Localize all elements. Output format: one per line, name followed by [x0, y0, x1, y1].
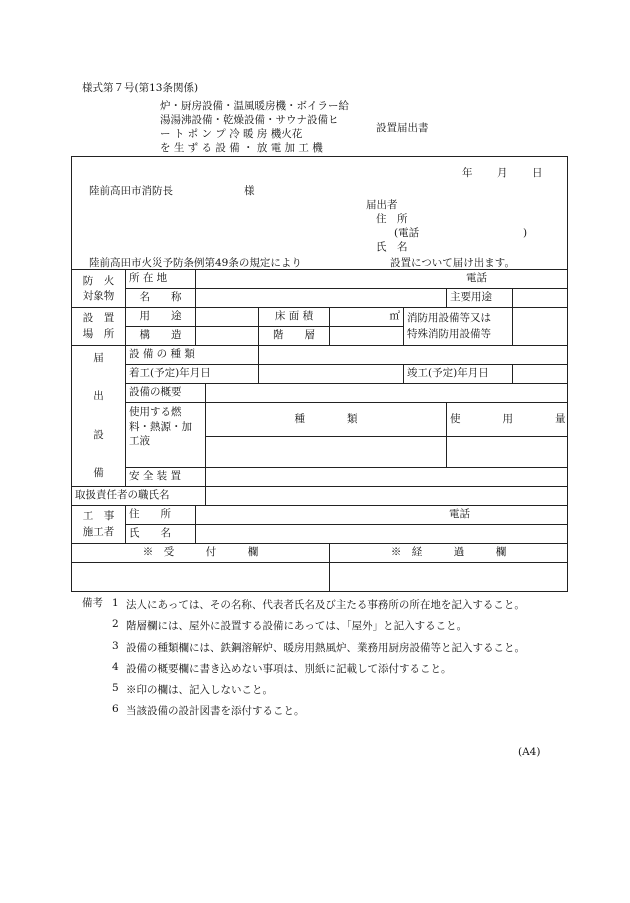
equipment-type-label: 設 備 の 種 類 — [126, 346, 259, 365]
progress-column-header: ※ 経 過 欄 — [330, 544, 568, 563]
name-field[interactable] — [196, 289, 447, 308]
title-line-4: を 生 ず る 設 備 ・ 放 電 加 工 機 — [160, 142, 323, 154]
title-line-1: 炉・厨房設備・温風暖房機・ボイラー給 — [160, 100, 349, 112]
contractor-name-field[interactable] — [196, 525, 568, 544]
form-title-suffix: 設置届出書 — [376, 122, 429, 134]
contractor-address-label: 住 所 — [126, 506, 196, 525]
header-block — [72, 157, 568, 270]
fire-equipment-label: 消防用設備等又は 特殊消防用設備等 — [404, 308, 513, 346]
equipment-type-field[interactable] — [259, 346, 568, 365]
main-use-label: 主要用途 — [447, 289, 513, 308]
manager-label: 取扱責任者の職氏名 — [72, 487, 206, 506]
structure-label: 構 造 — [126, 327, 196, 346]
date-year: 年 — [462, 167, 473, 179]
use-field[interactable] — [196, 308, 259, 327]
use-label: 用 途 — [126, 308, 196, 327]
applicant-label: 届出者 — [366, 199, 398, 211]
regulation-text: 陸前高田市火災予防条例第49条の規定により — [89, 257, 302, 269]
location-label: 所 在 地 — [126, 270, 196, 289]
equipment-overview-field[interactable] — [206, 384, 568, 403]
applicant-phone-close: ) — [523, 227, 528, 239]
reported-equipment-label: 届 出 設 備 — [72, 346, 126, 487]
fuel-label: 使用する燃 料・熱源・加 工液 — [126, 403, 206, 468]
name-label: 名 称 — [126, 289, 196, 308]
note-item: 4 設備の概要欄に書き込めない事項は、別紙に記載して添付すること。 — [112, 660, 452, 675]
main-use-field[interactable] — [513, 289, 568, 308]
install-location-label: 設 置 場 所 — [72, 308, 126, 346]
contractor-address-field[interactable] — [196, 506, 568, 525]
finish-date-label: 竣工(予定)年月日 — [404, 365, 513, 384]
floors-field[interactable] — [330, 327, 404, 346]
date-day: 日 — [532, 167, 543, 179]
note-item: 5 ※印の欄は、記入しないこと。 — [112, 682, 273, 697]
applicant-address-label: 住 所 — [376, 213, 408, 225]
structure-field[interactable] — [196, 327, 259, 346]
date-month: 月 — [497, 167, 508, 179]
kind-header: 種 類 — [206, 403, 447, 437]
application-form-table — [71, 156, 568, 592]
progress-field — [330, 563, 568, 592]
floor-area-label: 床 面 積 — [259, 308, 330, 327]
paper-size: (A4) — [518, 746, 541, 758]
square-meter-unit: ㎡ — [389, 310, 400, 323]
location-field[interactable] — [196, 270, 568, 289]
notes-label: 備考 — [82, 597, 103, 609]
form-number: 様式第７号(第13条関係) — [82, 82, 199, 94]
form-title — [160, 100, 368, 156]
declaration-text: 設置について届け出ます。 — [390, 257, 515, 269]
start-date-label: 着工(予定)年月日 — [126, 365, 259, 384]
reception-field — [72, 563, 330, 592]
location-phone-label: 電話 — [466, 272, 487, 285]
safety-device-label: 安 全 装 置 — [126, 468, 206, 487]
equipment-overview-label: 設備の概要 — [126, 384, 206, 403]
usage-amount-header: 使 用 量 — [447, 403, 568, 437]
title-line-2: 湯湯沸設備・乾燥設備・サウナ設備ヒ — [160, 114, 339, 126]
kind-field[interactable] — [206, 436, 447, 467]
note-item: 備考 1 法人にあっては、その名称、代表者氏名及び主たる事務所の所在地を記入すること。 — [82, 597, 552, 613]
floors-label: 階 層 — [259, 327, 330, 346]
title-line-3: ー ト ポ ン プ 冷 暖 房 機火花 — [160, 128, 303, 140]
applicant-name-label: 氏 名 — [376, 241, 408, 253]
floor-area-field[interactable] — [330, 308, 404, 327]
notes-section — [82, 597, 552, 725]
reception-column-header: ※ 受 付 欄 — [72, 544, 330, 563]
contractor-name-label: 氏 名 — [126, 525, 196, 544]
fire-equipment-field[interactable] — [513, 308, 568, 346]
contractor-label: 工 事 施工者 — [72, 506, 126, 544]
safety-device-field[interactable] — [206, 468, 568, 487]
fire-target-label: 防 火 対象物 — [72, 270, 126, 308]
honorific: 様 — [244, 185, 255, 197]
applicant-phone-open: (電話 — [394, 227, 420, 239]
usage-amount-field[interactable] — [447, 436, 568, 467]
finish-date-field[interactable] — [513, 365, 568, 384]
start-date-field[interactable] — [259, 365, 404, 384]
addressee: 陸前高田市消防長 — [89, 185, 173, 197]
note-item: 6 当該設備の設計図書を添付すること。 — [112, 703, 305, 718]
note-item: 2 階層欄には、屋外に設置する設備にあっては、「屋外」と記入すること。 — [112, 618, 468, 633]
manager-field[interactable] — [206, 487, 568, 506]
note-item: 3 設備の種類欄には、鉄鋼溶解炉、暖房用熱風炉、業務用厨房設備等と記入すること。 — [112, 639, 525, 654]
contractor-phone-label: 電話 — [449, 508, 470, 521]
